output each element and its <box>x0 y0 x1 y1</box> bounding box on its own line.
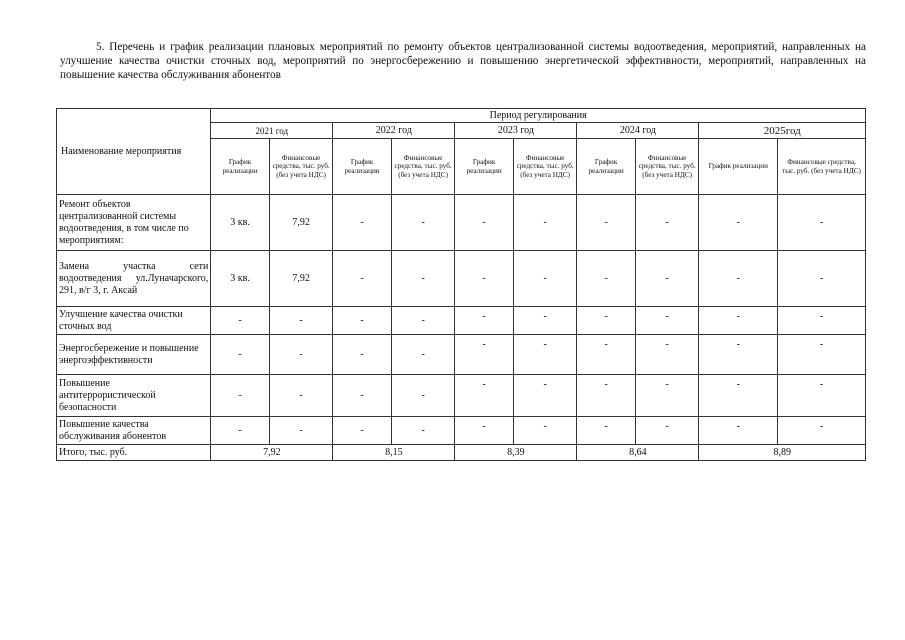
cell-value: - <box>699 195 778 251</box>
cell-value: - <box>333 417 392 445</box>
cell-value: - <box>269 335 333 375</box>
year-header: 2024 год <box>577 123 699 139</box>
row-name: Энергосбережение и повышение энергоэффективности <box>57 335 211 375</box>
cell-value: - <box>513 335 577 375</box>
cell-value: 3 кв. <box>211 195 270 251</box>
total-value: 8,15 <box>333 445 455 461</box>
cell-value: - <box>699 335 778 375</box>
cell-value: - <box>513 307 577 335</box>
cell-value: - <box>577 251 636 307</box>
year-header: 2025год <box>699 123 866 139</box>
cell-value: - <box>778 417 866 445</box>
cell-value: - <box>211 417 270 445</box>
row-name: Повышение качества обслуживания абонентов <box>57 417 211 445</box>
row-name: Ремонт объектов централизованной системы водоотведения, в том числе по мероприятиям: <box>57 195 211 251</box>
table-row <box>57 307 866 335</box>
row-name: Замена участка сети водоотведения ул.Луначарского, 291, в/г 3, г. Аксай <box>57 251 211 307</box>
total-label: Итого, тыс. руб. <box>57 445 211 461</box>
cell-value: - <box>455 307 514 335</box>
cell-value: - <box>455 417 514 445</box>
total-row <box>57 445 866 461</box>
row-name: Повышение антитеррористической безопасности <box>57 375 211 417</box>
cell-value: - <box>635 335 699 375</box>
cell-value: - <box>513 375 577 417</box>
cell-value: - <box>635 251 699 307</box>
cell-value: - <box>699 417 778 445</box>
cell-value: - <box>269 307 333 335</box>
col-header-name: Наименование мероприятия <box>57 109 211 195</box>
cell-value: - <box>635 375 699 417</box>
cell-value: - <box>513 195 577 251</box>
sub-header-graph: График реализации <box>455 139 514 195</box>
cell-value: - <box>391 251 455 307</box>
cell-value: - <box>333 375 392 417</box>
table-row <box>57 335 866 375</box>
cell-value: 3 кв. <box>211 251 270 307</box>
cell-value: - <box>778 307 866 335</box>
cell-value: - <box>391 375 455 417</box>
cell-value: - <box>269 417 333 445</box>
cell-value: - <box>455 335 514 375</box>
cell-value: - <box>391 195 455 251</box>
cell-value: - <box>211 335 270 375</box>
sub-header-finance: Финансовые средства, тыс. руб. (без учета НДС) <box>778 139 866 195</box>
cell-value: - <box>778 251 866 307</box>
cell-value: - <box>211 375 270 417</box>
cell-value: - <box>455 375 514 417</box>
cell-value: - <box>635 307 699 335</box>
cell-value: - <box>211 307 270 335</box>
year-header: 2023 год <box>455 123 577 139</box>
cell-value: - <box>513 417 577 445</box>
cell-value: - <box>333 335 392 375</box>
cell-value: - <box>778 335 866 375</box>
total-value: 8,64 <box>577 445 699 461</box>
sub-header-graph: График реализации <box>577 139 636 195</box>
cell-value: - <box>577 195 636 251</box>
year-header: 2022 год <box>333 123 455 139</box>
sub-header-graph: График реализации <box>333 139 392 195</box>
cell-value: - <box>635 195 699 251</box>
table-row <box>57 195 866 251</box>
year-header: 2021 год <box>211 123 333 139</box>
section-heading: 5. Перечень и график реализации плановых мероприятий по ремонту объектов централизованной системы водоотведения, мероприятий, направленных на улучшение качества очистки сточных вод, мероприятий по энергосбережению и повышению энергетической эффективности, мероприятий, направленных на повышение качества обслуживания абонентов <box>60 41 866 81</box>
sub-header-graph: График реализации <box>699 139 778 195</box>
cell-value: - <box>577 417 636 445</box>
cell-value: - <box>269 375 333 417</box>
cell-value: - <box>391 307 455 335</box>
cell-value: - <box>333 251 392 307</box>
cell-value: - <box>577 307 636 335</box>
cell-value: - <box>455 251 514 307</box>
plan-table <box>56 108 866 461</box>
sub-header-finance: Финансовые средства, тыс. руб. (без учета НДС) <box>269 139 333 195</box>
sub-header-finance: Финансовые средства, тыс. руб. (без учета НДС) <box>513 139 577 195</box>
cell-value: - <box>778 195 866 251</box>
cell-value: - <box>635 417 699 445</box>
cell-value: - <box>333 307 392 335</box>
row-name: Улучшение качества очистки сточных вод <box>57 307 211 335</box>
cell-value: 7,92 <box>269 195 333 251</box>
cell-value: - <box>455 195 514 251</box>
total-value: 7,92 <box>211 445 333 461</box>
cell-value: 7,92 <box>269 251 333 307</box>
table-row <box>57 251 866 307</box>
cell-value: - <box>577 335 636 375</box>
cell-value: - <box>333 195 392 251</box>
cell-value: - <box>699 307 778 335</box>
cell-value: - <box>577 375 636 417</box>
period-header: Период регулирования <box>211 109 866 123</box>
sub-header-graph: График реализации <box>211 139 270 195</box>
table-row <box>57 375 866 417</box>
sub-header-finance: Финансовые средства, тыс. руб. (без учета НДС) <box>391 139 455 195</box>
table-row <box>57 417 866 445</box>
sub-header-finance: Финансовые средства, тыс. руб. (без учета НДС) <box>635 139 699 195</box>
total-value: 8,89 <box>699 445 866 461</box>
cell-value: - <box>513 251 577 307</box>
cell-value: - <box>391 335 455 375</box>
cell-value: - <box>699 251 778 307</box>
cell-value: - <box>778 375 866 417</box>
cell-value: - <box>699 375 778 417</box>
total-value: 8,39 <box>455 445 577 461</box>
cell-value: - <box>391 417 455 445</box>
